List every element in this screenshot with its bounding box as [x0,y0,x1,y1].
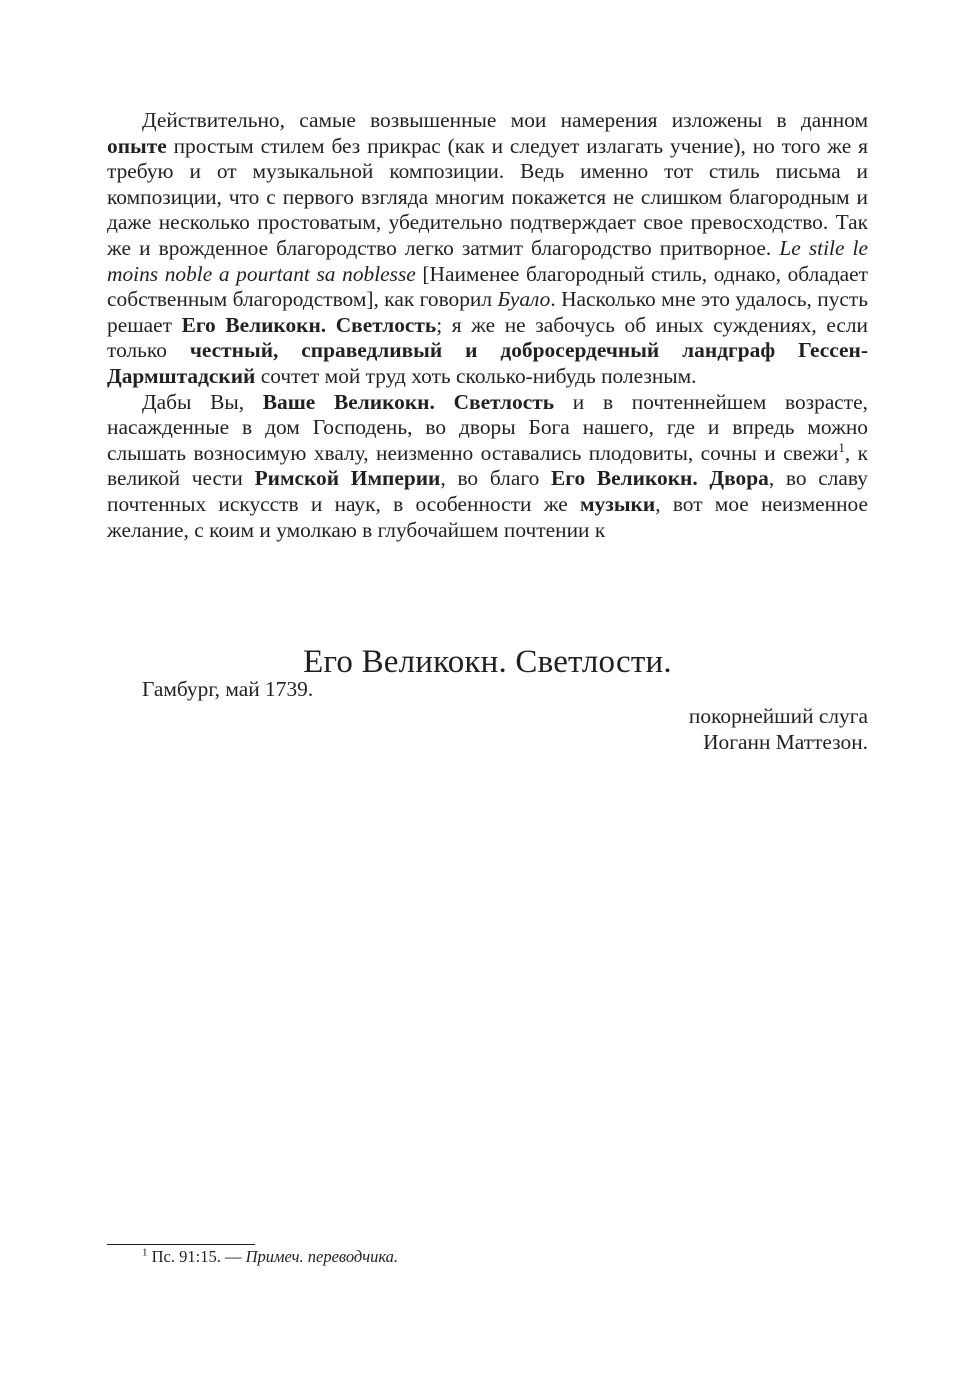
footnote [142,1246,398,1268]
text-run: Дабы Вы, [142,389,263,414]
footnote-reference: 1 [838,439,845,455]
text-run: ; я же не забочусь об иных суждениях, если только [107,312,868,363]
footnote-rule [107,1244,255,1245]
bold-run: честный, справедливый и добросердечный ландграф Гессен-Дармштадский [107,338,868,388]
italic-run: Буало [497,287,551,312]
bold-run: опыте [107,133,167,158]
text-run: сочтет мой труд хоть сколько-нибудь полезным. [255,363,697,388]
main-text [107,108,868,543]
paragraph-1 [107,108,868,390]
signature-line-2: Иоганн Маттезон. [703,730,868,754]
text-run: . Насколько мне это удалось, пусть решает [107,287,868,337]
bold-run: Ваше Великокн. Светлость [262,389,555,414]
signature-line-1: покорнейший слуга [688,704,868,728]
bold-run: Римской Империи [254,466,441,491]
text-run: [Наименее благородный стиль, однако, обладает собственным благородством], как говорил [107,261,868,312]
text-run: Действительно, самые возвышенные мои намерения изложены в данном [142,108,868,132]
text-run: простым стилем без прикрас (как и следует излагать учение), но того же я требую и от музыкальной композиции. Ведь именно тот стиль письма и композиции, что с первого взгляда многим покажется не слишком благородным и даже несколько простоватым, убедительно подтверждает свое превосходство. Так же и врожденное благородство легко затмит благородство притворное. [107,133,868,260]
bold-run: Его Великокн. Двора [551,466,769,491]
text-run: , вот мое неизменное желание, с коим и умолкаю в глубочайшем почтении к [107,491,868,542]
bold-run: Его Великокн. Светлость [181,312,437,337]
closing-addressee: Его Великокн. Светлости. [303,644,672,680]
text-run: , во славу почтенных искусств и наук, в особенности же [107,466,868,516]
place-date: Гамбург, май 1739. [142,677,314,701]
footnote-text: Пс. 91:15. — [147,1247,246,1266]
text-run: , к великой чести [107,440,868,491]
text-run: , во благо [440,466,551,491]
footnote-number: 1 [142,1246,148,1259]
signature [689,703,868,755]
text-run: и в почтеннейшем возрасте, насажденные в дом Господень, во дворы Бога нашего, где и впредь можно слышать возносимую хвалу, неизменно оставались плодовиты, сочны и свежи [107,389,868,465]
italic-run: Le stile le moins noble a pourtant sa noblesse [107,235,868,286]
paragraph-2 [107,390,868,544]
bold-run: музыки [579,491,656,516]
footnote-note: Примеч. переводчика. [245,1247,399,1266]
